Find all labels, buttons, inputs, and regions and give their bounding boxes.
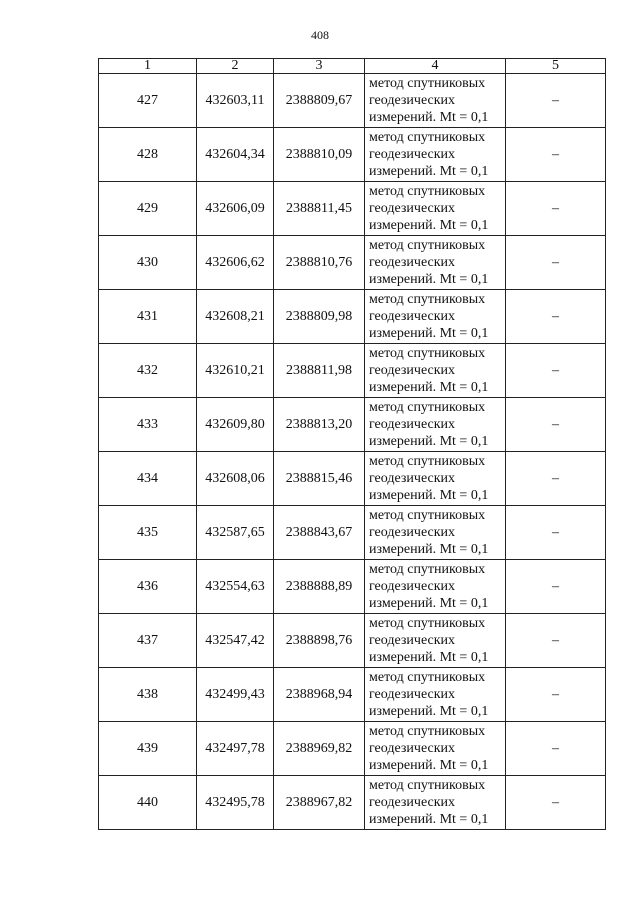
method-text-line: измерений. Mt = 0,1 — [369, 218, 489, 233]
table-row — [99, 668, 606, 722]
x-coordinate-cell: 432554,63 — [197, 560, 274, 614]
point-number-cell: 428 — [99, 128, 197, 182]
method-text-line: геодезических — [369, 201, 456, 216]
point-number-cell: 437 — [99, 614, 197, 668]
x-coordinate-cell: 432606,09 — [197, 182, 274, 236]
point-number-cell: 440 — [99, 776, 197, 830]
y-coordinate-cell: 2388811,45 — [274, 182, 365, 236]
method-text-line: геодезических — [369, 471, 456, 486]
method-cell — [365, 560, 506, 614]
method-text-line: метод спутниковых — [369, 724, 486, 739]
note-cell: – — [506, 452, 606, 506]
y-coordinate-cell: 2388967,82 — [274, 776, 365, 830]
table-row — [99, 182, 606, 236]
method-text-line: измерений. Mt = 0,1 — [369, 542, 489, 557]
point-number-cell: 430 — [99, 236, 197, 290]
method-text-line: геодезических — [369, 687, 456, 702]
method-text-line: метод спутниковых — [369, 130, 486, 145]
y-coordinate-cell: 2388898,76 — [274, 614, 365, 668]
method-text-line: метод спутниковых — [369, 778, 486, 793]
method-cell — [365, 668, 506, 722]
point-number-cell: 434 — [99, 452, 197, 506]
method-text-line: измерений. Mt = 0,1 — [369, 110, 489, 125]
method-text-line: метод спутниковых — [369, 400, 486, 415]
table-row — [99, 128, 606, 182]
method-text-line: измерений. Mt = 0,1 — [369, 812, 489, 827]
method-text-line: измерений. Mt = 0,1 — [369, 380, 489, 395]
point-number-cell: 429 — [99, 182, 197, 236]
method-text-line: метод спутниковых — [369, 238, 486, 253]
point-number-cell: 436 — [99, 560, 197, 614]
x-coordinate-cell: 432610,21 — [197, 344, 274, 398]
method-text-line: геодезических — [369, 363, 456, 378]
note-cell: – — [506, 776, 606, 830]
y-coordinate-cell: 2388968,94 — [274, 668, 365, 722]
table-body — [99, 74, 606, 830]
y-coordinate-cell: 2388810,76 — [274, 236, 365, 290]
column-header: 3 — [274, 59, 365, 74]
method-text-line: метод спутниковых — [369, 76, 486, 91]
note-cell: – — [506, 722, 606, 776]
method-text-line: метод спутниковых — [369, 454, 486, 469]
method-text-line: метод спутниковых — [369, 292, 486, 307]
x-coordinate-cell: 432603,11 — [197, 74, 274, 128]
method-cell — [365, 128, 506, 182]
method-text-line: измерений. Mt = 0,1 — [369, 596, 489, 611]
table-header-row — [99, 59, 606, 74]
table-row — [99, 236, 606, 290]
y-coordinate-cell: 2388811,98 — [274, 344, 365, 398]
y-coordinate-cell: 2388813,20 — [274, 398, 365, 452]
note-cell: – — [506, 74, 606, 128]
point-number-cell: 435 — [99, 506, 197, 560]
table-row — [99, 560, 606, 614]
method-text-line: геодезических — [369, 255, 456, 270]
method-text-line: геодезических — [369, 309, 456, 324]
table-row — [99, 74, 606, 128]
note-cell: – — [506, 290, 606, 344]
column-header: 4 — [365, 59, 506, 74]
note-cell: – — [506, 506, 606, 560]
page-number: 408 — [311, 28, 329, 42]
method-text-line: метод спутниковых — [369, 346, 486, 361]
method-text-line: измерений. Mt = 0,1 — [369, 488, 489, 503]
method-text-line: метод спутниковых — [369, 616, 486, 631]
table-row — [99, 722, 606, 776]
point-number-cell: 438 — [99, 668, 197, 722]
method-text-line: геодезических — [369, 147, 456, 162]
method-text-line: геодезических — [369, 741, 456, 756]
method-cell — [365, 236, 506, 290]
table-row — [99, 776, 606, 830]
method-cell — [365, 776, 506, 830]
method-text-line: геодезических — [369, 93, 456, 108]
y-coordinate-cell: 2388969,82 — [274, 722, 365, 776]
x-coordinate-cell: 432606,62 — [197, 236, 274, 290]
y-coordinate-cell: 2388888,89 — [274, 560, 365, 614]
method-text-line: измерений. Mt = 0,1 — [369, 434, 489, 449]
point-number-cell: 431 — [99, 290, 197, 344]
note-cell: – — [506, 128, 606, 182]
column-header: 1 — [99, 59, 197, 74]
note-cell: – — [506, 560, 606, 614]
point-number-cell: 439 — [99, 722, 197, 776]
method-text-line: геодезических — [369, 579, 456, 594]
x-coordinate-cell: 432499,43 — [197, 668, 274, 722]
method-text-line: измерений. Mt = 0,1 — [369, 704, 489, 719]
method-cell — [365, 398, 506, 452]
note-cell: – — [506, 668, 606, 722]
x-coordinate-cell: 432497,78 — [197, 722, 274, 776]
column-header: 2 — [197, 59, 274, 74]
method-text-line: метод спутниковых — [369, 508, 486, 523]
column-header: 5 — [506, 59, 606, 74]
method-text-line: метод спутниковых — [369, 184, 486, 199]
point-number-cell: 433 — [99, 398, 197, 452]
method-cell — [365, 74, 506, 128]
method-text-line: геодезических — [369, 525, 456, 540]
method-cell — [365, 344, 506, 398]
method-text-line: измерений. Mt = 0,1 — [369, 758, 489, 773]
note-cell: – — [506, 182, 606, 236]
method-cell — [365, 614, 506, 668]
table-row — [99, 452, 606, 506]
point-number-cell: 427 — [99, 74, 197, 128]
table-row — [99, 290, 606, 344]
y-coordinate-cell: 2388815,46 — [274, 452, 365, 506]
note-cell: – — [506, 344, 606, 398]
method-text-line: измерений. Mt = 0,1 — [369, 326, 489, 341]
note-cell: – — [506, 398, 606, 452]
method-cell — [365, 452, 506, 506]
coordinates-table — [98, 58, 606, 830]
method-text-line: измерений. Mt = 0,1 — [369, 164, 489, 179]
x-coordinate-cell: 432609,80 — [197, 398, 274, 452]
x-coordinate-cell: 432608,06 — [197, 452, 274, 506]
table-row — [99, 614, 606, 668]
method-text-line: метод спутниковых — [369, 670, 486, 685]
x-coordinate-cell: 432604,34 — [197, 128, 274, 182]
method-text-line: геодезических — [369, 795, 456, 810]
method-text-line: измерений. Mt = 0,1 — [369, 650, 489, 665]
method-text-line: геодезических — [369, 633, 456, 648]
note-cell: – — [506, 236, 606, 290]
point-number-cell: 432 — [99, 344, 197, 398]
method-cell — [365, 506, 506, 560]
table-row — [99, 344, 606, 398]
method-text-line: измерений. Mt = 0,1 — [369, 272, 489, 287]
method-cell — [365, 290, 506, 344]
y-coordinate-cell: 2388809,98 — [274, 290, 365, 344]
note-cell: – — [506, 614, 606, 668]
x-coordinate-cell: 432587,65 — [197, 506, 274, 560]
table-row — [99, 398, 606, 452]
y-coordinate-cell: 2388843,67 — [274, 506, 365, 560]
table-row — [99, 506, 606, 560]
method-text-line: геодезических — [369, 417, 456, 432]
method-cell — [365, 722, 506, 776]
y-coordinate-cell: 2388810,09 — [274, 128, 365, 182]
y-coordinate-cell: 2388809,67 — [274, 74, 365, 128]
x-coordinate-cell: 432547,42 — [197, 614, 274, 668]
method-cell — [365, 182, 506, 236]
x-coordinate-cell: 432608,21 — [197, 290, 274, 344]
x-coordinate-cell: 432495,78 — [197, 776, 274, 830]
method-text-line: метод спутниковых — [369, 562, 486, 577]
